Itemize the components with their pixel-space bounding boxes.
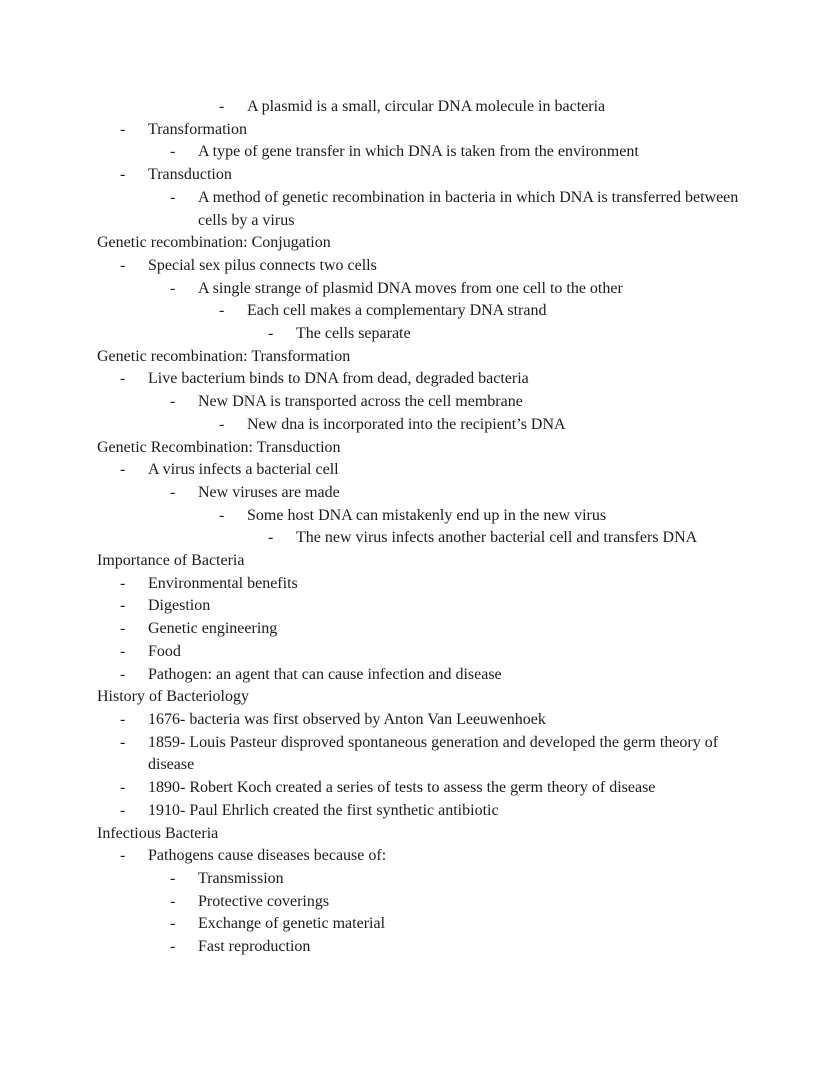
outline-item [97, 323, 747, 346]
dash-bullet: - [120, 461, 126, 479]
outline-item-text: Each cell makes a complementary DNA strand [247, 302, 547, 320]
dash-bullet: - [120, 620, 126, 638]
dash-bullet: - [120, 597, 126, 615]
outline-item-text: 1910- Paul Ehrlich created the first synthetic antibiotic [148, 801, 499, 819]
dash-bullet: - [120, 801, 126, 819]
section-heading-text: Genetic Recombination: Transduction [97, 438, 341, 456]
outline-item-text: Genetic engineering [148, 620, 278, 638]
outline-item [97, 119, 747, 142]
outline-item [97, 527, 747, 550]
dash-bullet: - [170, 188, 176, 206]
outline-item [97, 664, 747, 687]
outline-item [97, 300, 747, 323]
dash-bullet: - [120, 574, 126, 592]
outline-item [97, 255, 747, 278]
dash-bullet: - [268, 325, 274, 343]
outline-item-text: Some host DNA can mistakenly end up in the new virus [247, 506, 607, 524]
outline-item-text: Digestion [148, 597, 211, 615]
outline-item [97, 96, 747, 119]
outline-item-text: Pathogen: an agent that can cause infection and disease [148, 665, 502, 683]
outline-item [97, 732, 747, 777]
dash-bullet: - [268, 529, 274, 547]
dash-bullet: - [120, 642, 126, 660]
dash-bullet: - [170, 483, 176, 501]
dash-bullet: - [120, 370, 126, 388]
outline-item [97, 141, 747, 164]
notes-document [97, 96, 747, 959]
outline-item [97, 368, 747, 391]
outline-item [97, 164, 747, 187]
outline-item-text: Transmission [198, 869, 284, 887]
outline-item [97, 845, 747, 868]
outline-item [97, 936, 747, 959]
outline-item-text: Environmental benefits [148, 574, 298, 592]
outline-item-text: A type of gene transfer in which DNA is taken from the environment [198, 143, 639, 161]
outline-item-text: New viruses are made [198, 483, 340, 501]
dash-bullet: - [170, 938, 176, 956]
dash-bullet: - [120, 710, 126, 728]
outline-item-text: A virus infects a bacterial cell [148, 461, 339, 479]
outline-item-text: New dna is incorporated into the recipient’s DNA [247, 415, 566, 433]
dash-bullet: - [219, 302, 225, 320]
outline-item-text: Food [148, 642, 181, 660]
dash-bullet: - [219, 98, 225, 115]
outline-item [97, 187, 747, 232]
outline-item-text: A plasmid is a small, circular DNA molecule in bacteria [247, 98, 606, 115]
section-heading [97, 686, 747, 709]
dash-bullet: - [219, 415, 225, 433]
dash-bullet: - [170, 143, 176, 161]
dash-bullet: - [120, 733, 126, 751]
dash-bullet: - [170, 915, 176, 933]
dash-bullet: - [170, 393, 176, 411]
outline-item-text: 1676- bacteria was first observed by Anton Van Leeuwenhoek [148, 710, 546, 728]
outline-item [97, 800, 747, 823]
outline-item-text: A method of genetic recombination in bacteria in which DNA is transferred between cells by a virus [198, 188, 739, 229]
outline-item [97, 278, 747, 301]
outline-item [97, 891, 747, 914]
section-heading-text: Genetic recombination: Transformation [97, 347, 351, 365]
outline-item-text: Live bacterium binds to DNA from dead, degraded bacteria [148, 370, 529, 388]
outline-item-text: A single strange of plasmid DNA moves from one cell to the other [198, 279, 623, 297]
dash-bullet: - [120, 120, 126, 138]
outline-item-text: The cells separate [296, 325, 411, 343]
outline-item-text: Transduction [148, 166, 232, 184]
section-heading-text: Genetic recombination: Conjugation [97, 234, 331, 252]
outline-item [97, 391, 747, 414]
dash-bullet: - [170, 279, 176, 297]
section-heading-text: Infectious Bacteria [97, 824, 219, 842]
outline-item-text: Fast reproduction [198, 938, 311, 956]
dash-bullet: - [219, 506, 225, 524]
section-heading [97, 346, 747, 369]
outline-item-text: Special sex pilus connects two cells [148, 256, 377, 274]
dash-bullet: - [120, 779, 126, 797]
outline-item-text: 1890- Robert Koch created a series of tests to assess the germ theory of disease [148, 779, 656, 797]
outline-item [97, 505, 747, 528]
outline-item [97, 618, 747, 641]
section-heading [97, 437, 747, 460]
dash-bullet: - [170, 892, 176, 910]
dash-bullet: - [170, 869, 176, 887]
outline-item-text: New DNA is transported across the cell membrane [198, 393, 523, 411]
outline-item [97, 777, 747, 800]
outline-item [97, 641, 747, 664]
outline-item [97, 573, 747, 596]
outline-item [97, 459, 747, 482]
section-heading [97, 823, 747, 846]
section-heading-text: Importance of Bacteria [97, 552, 245, 570]
dash-bullet: - [120, 166, 126, 184]
outline-item [97, 709, 747, 732]
outline-item [97, 868, 747, 891]
outline-item-text: 1859- Louis Pasteur disproved spontaneous generation and developed the germ theory of disease [148, 733, 719, 774]
outline-item-text: Protective coverings [198, 892, 330, 910]
section-heading-text: History of Bacteriology [97, 688, 249, 706]
outline-item [97, 414, 747, 437]
outline-item [97, 913, 747, 936]
dash-bullet: - [120, 847, 126, 865]
section-heading [97, 550, 747, 573]
section-heading [97, 232, 747, 255]
dash-bullet: - [120, 665, 126, 683]
outline-item [97, 595, 747, 618]
outline-item [97, 482, 747, 505]
dash-bullet: - [120, 256, 126, 274]
outline-item-text: Transformation [148, 120, 247, 138]
outline-item-text: Exchange of genetic material [198, 915, 386, 933]
outline-item-text: The new virus infects another bacterial cell and transfers DNA [296, 529, 698, 547]
outline-item-text: Pathogens cause diseases because of: [148, 847, 387, 865]
